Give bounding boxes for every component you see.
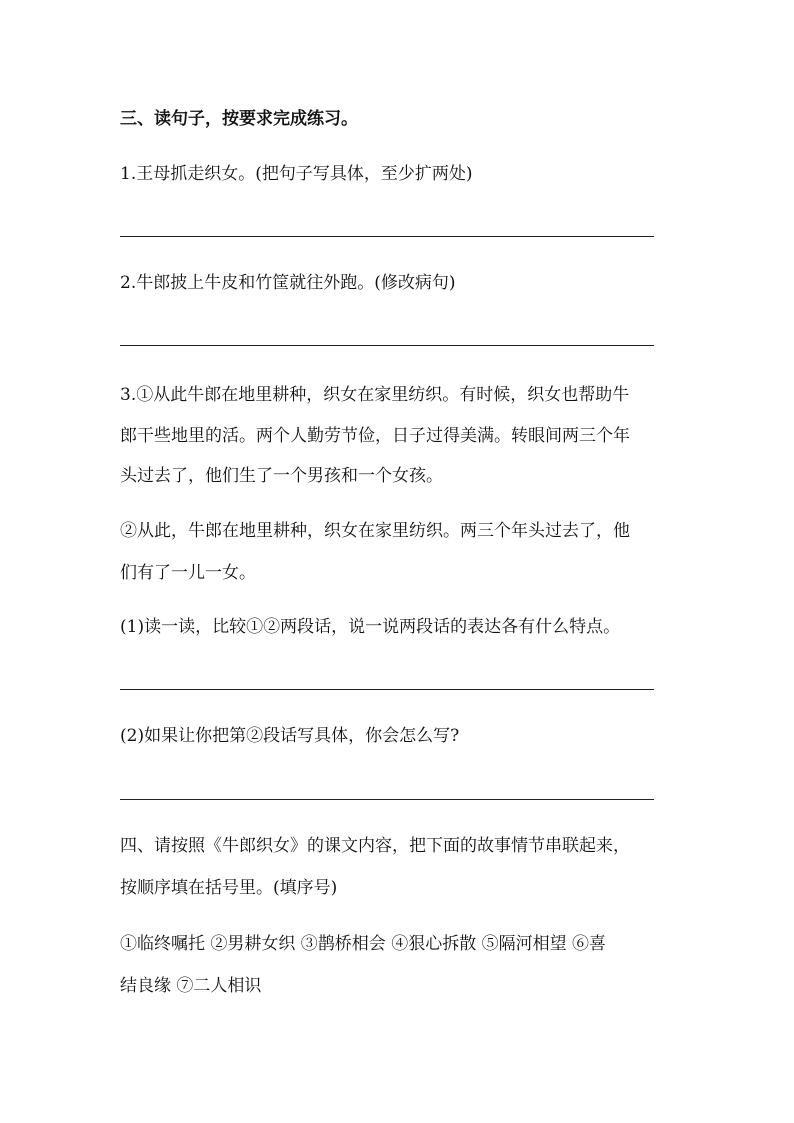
answer-line-q1[interactable] [120, 236, 654, 237]
section4-heading-line1: 四、请按照《牛郎织女》的课文内容，把下面的故事情节串联起来， [120, 836, 630, 856]
question-3-para2-line2: 们有了一儿一女。 [120, 563, 256, 583]
answer-line-q3-sub1[interactable] [120, 689, 654, 690]
question-3-para1-line2: 郎干些地里的活。两个人勤劳节俭，日子过得美满。转眼间两三个年 [120, 426, 630, 446]
section3-heading: 三、读句子，按要求完成练习。 [120, 109, 358, 129]
answer-line-q2[interactable] [120, 345, 654, 346]
question-2: 2.牛郎披上牛皮和竹筐就往外跑。(修改病句) [120, 273, 456, 293]
question-3-para1-line3: 头过去了，他们生了一个男孩和一个女孩。 [120, 466, 443, 486]
section4-heading-line2: 按顺序填在括号里。(填序号) [120, 878, 338, 898]
section4-options-line2: 结良缘 ⑦二人相识 [120, 976, 262, 996]
answer-line-q3-sub2[interactable] [120, 799, 654, 800]
section4-options-line1: ①临终嘱托 ②男耕女织 ③鹊桥相会 ④狠心拆散 ⑤隔河相望 ⑥喜 [120, 934, 607, 954]
question-3-para2-line1: ②从此，牛郎在地里耕种，织女在家里纺织。两三个年头过去了，他 [120, 521, 630, 541]
question-3-sub2: (2)如果让你把第②段话写具体，你会怎么写? [120, 726, 460, 746]
question-3-para1-line1: 3.①从此牛郎在地里耕种，织女在家里纺织。有时候，织女也帮助牛 [120, 385, 630, 405]
question-1: 1.王母抓走织女。(把句子写具体，至少扩两处) [120, 164, 473, 184]
question-3-sub1: (1)读一读，比较①②两段话，说一说两段话的表达各有什么特点。 [120, 617, 621, 637]
